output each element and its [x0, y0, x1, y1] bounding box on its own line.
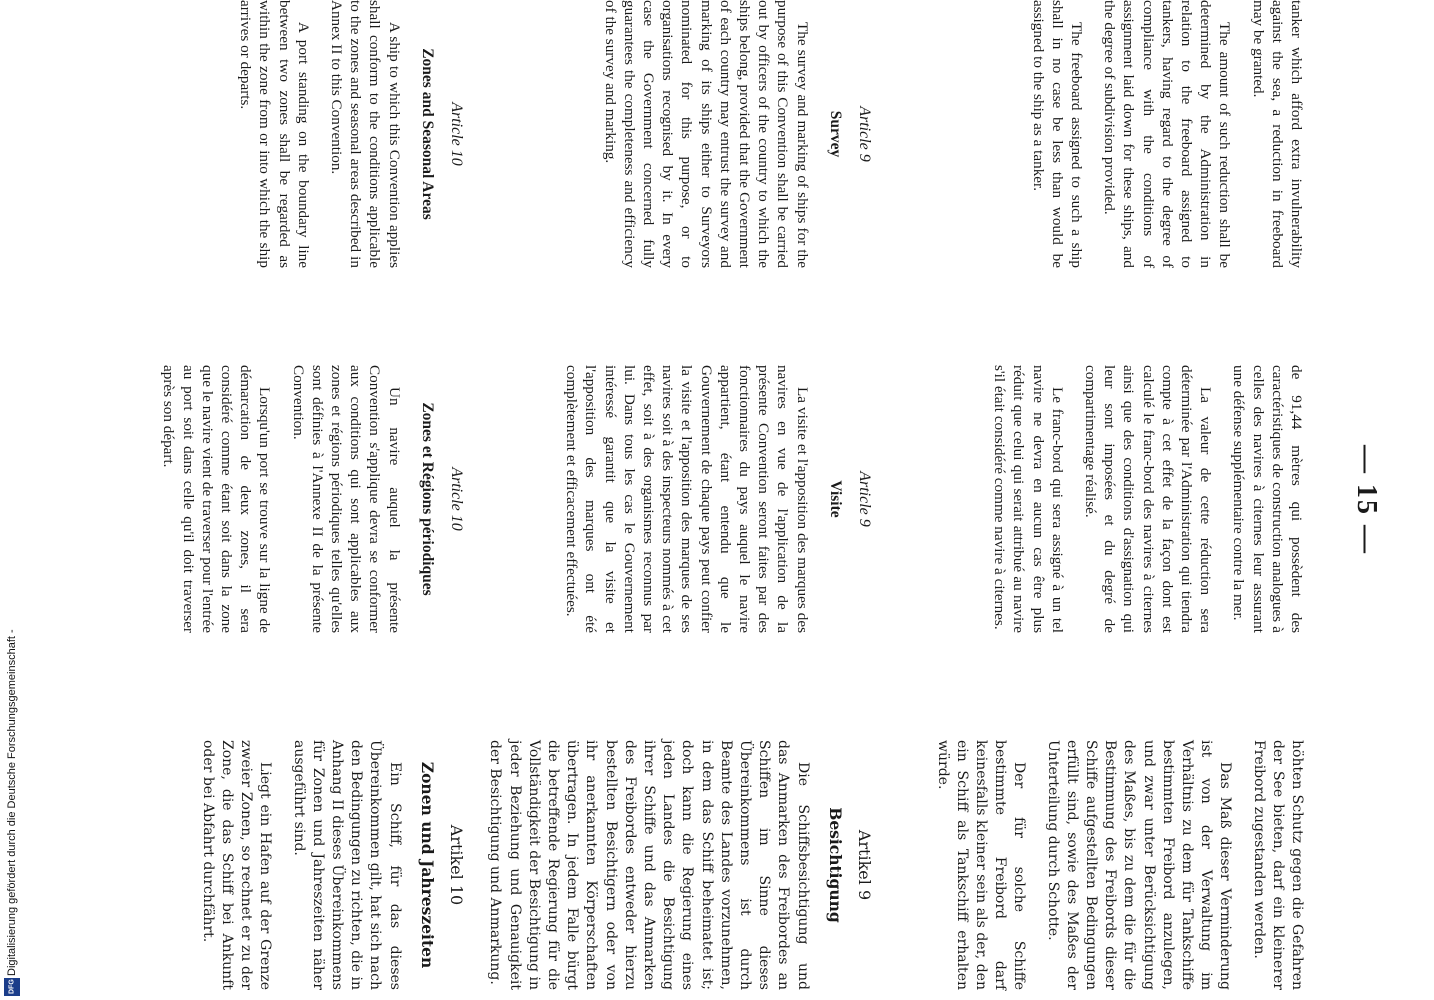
en-article-10-number: Article 10 [448, 102, 465, 166]
de-article-10-para-2: Liegt ein Hafen auf der Grenze zweier Zonen, so rechnet er zu der Zone, die das Schiff bei Ankunft oder bei Abfahrt durchfährt. [199, 740, 274, 990]
en-freeboard-paragraph: The freeboard assigned to such a ship shall in no case be less than would be assigned to the ship as a tanker. [1029, 0, 1085, 268]
french-article-10 [159, 365, 466, 633]
english-article-9 [600, 0, 874, 268]
french-column [990, 365, 1306, 633]
de-article-9-text: Die Schiffsbesichtigung und das Anmarken des Freibordes an Schiffen im Sinne dieses Übereinkommens ist durch Beamte des Landes vorzunehmen, in dem das Schiff beheimatet ist; doch kann die Regierung eines jeden Landes die Besichtigung ihrer Schiffe und das Anmarken des Freibordes entweder hierzu bestellten Besichtigern oder von ihr anerkannten Körperschaften übertragen. In jedem Falle bürgt die betreffende Regierung für die Vollständigkeit der Besichtigung in jeder Beziehung und Genauigkeit der Besichtigung und Anmarkung. [487, 740, 811, 990]
en-article-9-title: Survey [826, 110, 844, 158]
de-article-10-number: Artikel 10 [447, 824, 466, 906]
en-intro-continuation: tanker which afford extra invulnerability against the sea, a reduction in freeboard may be granted. [1249, 0, 1305, 268]
en-article-9-number: Article 9 [856, 106, 873, 162]
fr-freeboard-paragraph: Le franc-bord qui sera assigné à un tel navire ne devra en aucun cas être plus réduit que celui qui serait attribué au navire s'il était considéré comme navire à citernes. [991, 365, 1066, 633]
fr-intro-continuation: de 91,44 mètres qui possèdent des caractéristiques de construction analogues à celles des navires à citernes leur assurant une défense supplémentaire contre la mer. [1230, 365, 1305, 633]
page-number: — 15 — [1351, 445, 1382, 555]
fr-article-10-title: Zones et Régions périodiques [418, 402, 436, 596]
dfg-logo-icon: DFG [4, 978, 20, 996]
english-column [1028, 0, 1306, 268]
de-reduction-paragraph: Das Maß dieser Verminderung ist von der Verwaltung im Verhältnis zu dem für Tankschiffe bestimmten Freibord anzulegen, und zwar unter Berücksichtigung des Maßes, bis zu dem die für die Bestimmung des Freibords dieser Schiffe aufgestellten Bedingungen erfüllt sind, sowie des Maßes der Unterteilung durch Schotte. [1044, 740, 1234, 990]
fr-article-10-para-1: Un navire auquel la présente Convention s'applique devra se conformer aux conditions qui sont applicables aux zones et régions périodiques telles qu'elles sont définies à l'Annexe II de la présente Convention. [289, 365, 403, 633]
en-article-9-text: The survey and marking of ships for the purpose of this Convention shall be carried out by officers of the country to which the ships belong, provided that the Government of each country may entrust the survey and marking of its ships either to Surveyors nominated for this purpose, or to organisations recognised by it. In every case the Government concerned fully guarantees the completeness and efficiency of the survey and marking. [601, 0, 811, 268]
de-article-9-title: Besichtigung [825, 807, 845, 923]
fr-reduction-paragraph: La valeur de cette réduction sera déterminée par l'Administration qui tiendra compte à cet effet de la façon dont est calculé le franc-bord des navires à citernes ainsi que des conditions d'assignation qui leur sont imposées et du degré de compartimentage réalisé. [1081, 365, 1215, 633]
en-article-10-title: Zones and Seasonal Areas [418, 48, 436, 220]
de-article-9-number: Artikel 9 [855, 829, 874, 901]
fr-article-10-para-2: Lorsqu'un port se trouve sur la ligne de démarcation de deux zones, il sera considéré comme étant soit dans la zone que le navire vient de traverser pour l'entrée au port soit dans celle qu'il doit traverser après son départ. [160, 365, 274, 633]
de-article-10-title: Zonen und Jahreszeiten [417, 761, 437, 969]
de-article-10-para-1: Ein Schiff, für das dieses Übereinkommen gilt, hat sich nach den Bedingungen zu richten, die in Anhang II dieses Übereinkommens für Zonen und Jahreszeiten näher ausgeführt sind. [290, 740, 403, 990]
fr-article-9-title: Visite [826, 480, 844, 518]
en-article-10-para-1: A ship to which this Convention applies shall conform to the conditions applicable to the zones and seasonal areas described in Annex II to this Convention. [327, 0, 403, 268]
german-column [932, 740, 1306, 990]
en-article-10-para-2: A port standing on the boundary line between two zones shall be regarded as within the zone from or into which the ship arrives or departs. [237, 0, 312, 268]
en-reduction-paragraph: The amount of such reduction shall be determined by the Administration in relation to the freeboard assigned to tankers, having regard to the degree of compliance with the conditions of assignment laid down for these ships, and the degree of subdivision provided. [1101, 0, 1234, 268]
digitization-credit [2, 604, 24, 996]
german-article-10 [198, 740, 466, 990]
credit-text: Digitalisierung gefördert durch die Deutsche Forschungsgemeinschaft - [6, 629, 18, 976]
german-article-9 [485, 740, 874, 990]
french-article-9 [562, 365, 874, 633]
fr-article-9-text: La visite et l'apposition des marques des navires en vue de l'application de la présente Convention seront faites par des fonctionnaires du pays auquel le navire appartient, étant entendu que le Gouvernement de chaque pays peut confier la visite et l'apposition des marques de ses navires soit à des inspecteurs nommés à cet effet, soit à des organismes reconnus par lui. Dans tous les cas le Gouvernement intéressé garantit que la visite et l'apposition des marques ont été complètement et efficacement effectuées. [563, 365, 811, 633]
de-intro-continuation: höhten Schutz gegen die Gefahren der See bieten, darf ein kleinerer Freibord zugestanden werden. [1250, 740, 1305, 990]
de-freeboard-paragraph: Der für solche Schiffe bestimmte Freibord darf keinesfalls kleiner sein als der, den ein Schiff als Tankschiff erhalten würde. [934, 740, 1028, 990]
fr-article-9-number: Article 9 [856, 471, 873, 527]
fr-article-10-number: Article 10 [448, 467, 465, 531]
english-article-10 [236, 0, 466, 268]
